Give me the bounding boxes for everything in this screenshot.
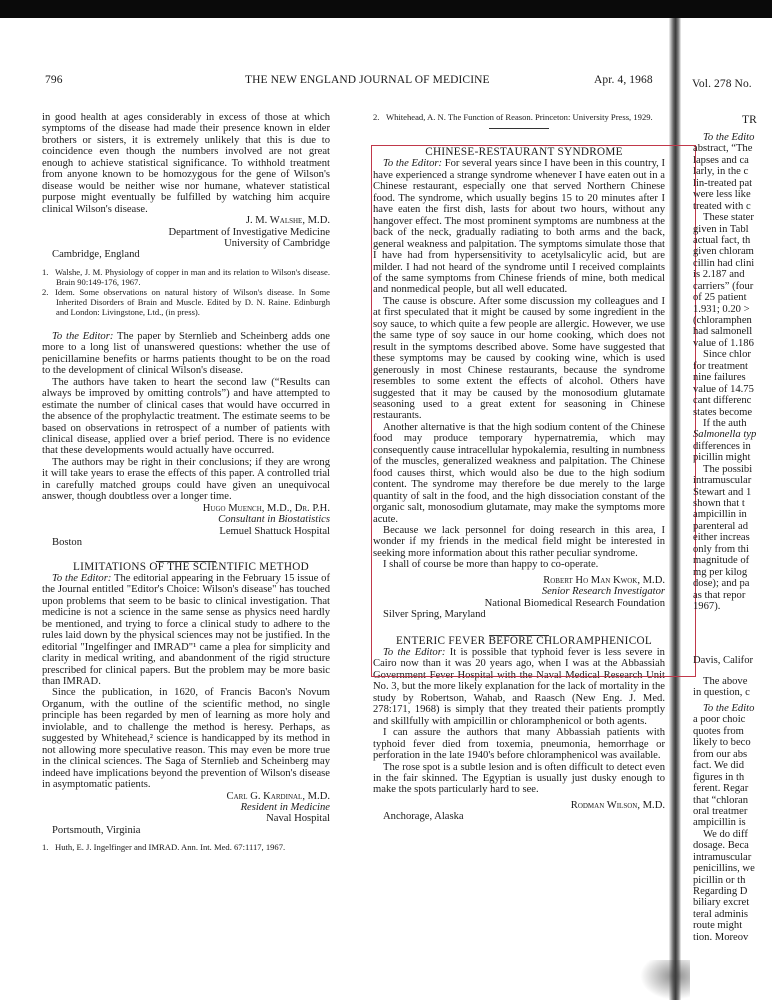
next-page-text-line: We do diff	[703, 828, 748, 840]
reference-item: 2. Idem. Some observations on natural history of Wilson's disease. In Some Inherited Disorders of Brain and Muscle. Edited by D. N. Raine. Edinburgh and London: Livingstone, Ltd., (in press).	[42, 286, 330, 317]
next-page-text-line: fact. We did	[693, 760, 745, 772]
next-page-text-line: either increas	[693, 532, 750, 544]
next-page-text-line: given chloram	[693, 246, 754, 258]
next-page-text-line: picillin might	[693, 452, 751, 464]
next-page-column-block1	[693, 132, 772, 612]
next-page-text-line: ampicillin is	[693, 817, 746, 829]
next-page-text-line: value of 1.186	[693, 337, 754, 349]
next-page-text-line: dosage. Beca	[693, 840, 749, 852]
letter-paragraph: To the Editor: For several years since I have been in this country, I have experienced a strange syndrome whenever I have eaten out in a Chinese restaurant, especially one that served Northern Chinese food. The syndrome, which usually begins 15 to 20 minutes after I have eaten the first dish, lasts for about two hours, without any hangover effect. The most prominent symptoms are numbness at the back of the neck, gradually radiating to both arms and the back, general weakness and palpitation. The symptoms simulate those that I have had from hypersensitivity to acetylsalicylic acid, but are milder. I had not heard of the syndrome until I received complaints of the same symptoms from Chinese friends of mine, both medical and nonmedical people, but all well educated.	[373, 158, 666, 296]
next-page-text-line: intramuscular	[693, 475, 752, 487]
next-page-text-line: treated with c	[693, 200, 751, 212]
next-page-text-line: that “chloran	[693, 794, 749, 806]
next-page-text-line: To the Edito	[703, 132, 755, 143]
gutter-shadow	[640, 960, 690, 1000]
reference-list	[42, 842, 330, 852]
next-page-text-line: from our abs	[693, 748, 748, 760]
signature-name: Robert Ho Man Kwok, M.D.	[543, 574, 665, 586]
letter-paragraph: To the Editor: It is possible that typhoid fever is less severe in Cairo now than it was 20 years ago, when I was at the Abbassiah Government Fever Hospital with the Naval Medical Research Unit No. 3, but the more likely explanation for the lack of mortality in the study by Robertson, Wahab, and Raasch (New Eng. J. Med. 278:171, 1968) is simply that they treated their patients promptly and skillfully with ampicillin or chloramphenicol or both agents.	[373, 647, 665, 727]
next-page-header: Vol. 278 No.	[692, 78, 752, 90]
letter-paragraph: To the Editor: The paper by Sternlieb and Scheinberg adds one more to a long list of unanswered questions: whether the use of penicillamine benefits or harms patients thought to be on the road to the development of clinical Wilson's disease.	[42, 330, 330, 377]
reference-list	[42, 267, 330, 317]
signature-institution: Naval Hospital	[266, 813, 330, 825]
next-page-text-line: dose); and pa	[693, 578, 750, 590]
scan-top-edge	[0, 0, 772, 18]
signature-title: Resident in Medicine	[240, 802, 330, 814]
signature-institution: University of Cambridge	[224, 237, 330, 249]
next-page-text-line: nine failures	[693, 372, 746, 384]
next-page-text-line: figures in th	[693, 771, 745, 783]
next-page-text-line: shown that t	[693, 498, 745, 509]
next-page-column-block2	[693, 676, 772, 699]
signature-place: Portsmouth, Virginia	[52, 824, 141, 836]
next-page-text-line: teral adminis	[693, 908, 749, 920]
next-page-text-line: Regarding D	[693, 886, 748, 897]
next-page-text-line: a poor choic	[693, 714, 746, 726]
next-page-text-line: likely to beco	[693, 737, 751, 749]
letter-title: ENTERIC FEVER BEFORE CHLORAMPHENICOL	[395, 634, 652, 647]
next-page-text-line: mg per kilog	[693, 566, 748, 578]
next-page-text-line: parenteral ad	[693, 520, 748, 532]
next-page-text-line: cant differenc	[693, 395, 752, 407]
signature-title: Senior Research Investigator	[541, 586, 665, 598]
next-page-text-line: cillin had clini	[693, 257, 755, 269]
signature-place: Cambridge, England	[52, 249, 140, 261]
reference-item: 1. Huth, E. J. Ingelfinger and IMRAD. Ann. Int. Med. 67:1117, 1967.	[42, 842, 286, 853]
signature-institution: Lemuel Shattuck Hospital	[219, 525, 330, 537]
next-page-text-line: biliary excret	[693, 897, 750, 909]
next-page-text-line: 1967).	[693, 600, 721, 612]
next-page-text-line: were less like	[693, 189, 751, 201]
letter1-tail-text: in good health at ages considerably in excess of those at which symptoms of the disease had made their presence known in elder brothers or sisters, it is extremely unlikely that this is due to coincidence even though the numbers involved are not great enough to achieve statistical significance. To withhold treatment from anyone known to be homozygous for the gene of Wilson's disease would be neither wise nor humane, whatever statistical purpose might eventually be fulfilled by watching him acquire clinical Wilson's disease.	[42, 112, 330, 215]
signature-department: Department of Investigative Medicine	[168, 226, 330, 238]
reference-item: 2. Whitehead, A. N. The Function of Reason. Princeton: University Press, 1929.	[373, 112, 653, 122]
left-column	[42, 112, 330, 858]
next-page-text-line: is 2.187 and	[693, 269, 745, 281]
letter-paragraph: The authors have taken to heart the second law (“Results can always be improved by omitting controls”) and have attempted to estimate the number of clinical cases that would have occurred in the absence of the prophylactic treatment. The estimate seems to be based on observations in retrospect of a number of patients with clinical disease, applied over a brief period. There is no evidence that these developments would actually have occurred.	[42, 376, 330, 457]
signature-institution: National Biomedical Research Foundation	[484, 597, 665, 609]
next-page-text-line: These stater	[703, 212, 754, 224]
section-divider	[489, 128, 549, 129]
next-page-text-line: only from thi	[693, 543, 749, 555]
next-page-place: Davis, Califor	[693, 655, 754, 666]
next-page-text-line: picillin or th	[693, 874, 746, 886]
next-page-text-line: tion. Moreov	[693, 931, 749, 943]
next-page-text-line: for treatment	[693, 360, 749, 372]
reference-list	[373, 112, 665, 122]
letter-paragraph: To the Editor: The editorial appearing in the February 15 issue of the Journal entitled "Editor's Choice: Wilson's disease" has touched upon problems that seem to be basic to clinical investigation. That medicine is not a science in the same sense as physics need hardly be mentioned, and trying to force a clinical study to adhere to the rules laid down by the physical sciences may not be justified. In the editorial "Ingelfinger and IMRAD"¹ came a plea for simplicity and clarity in medical writing, and abandonment of the rigid structure prescribed for clinical papers. But the problem may be more basic than IMRAD.	[42, 572, 330, 688]
signature-name: J. M. Walshe, M.D.	[245, 215, 330, 227]
letter-title: LIMITATIONS OF THE SCIENTIFIC METHOD	[73, 560, 309, 573]
next-page-text-line: larly, in the c	[693, 166, 749, 178]
next-page-text-line: Since chlor	[703, 349, 751, 361]
next-page-text-line: as that repor	[693, 589, 746, 601]
salutation: To the Editor:	[52, 330, 114, 342]
next-page-text-line: had salmonell	[693, 326, 753, 338]
letter-paragraph: I can assure the authors that many Abbassiah patients with typhoid fever died from toxemia, pneumonia, hemorrhage or perforation in the late 1940's before chloramphenicol was available.	[373, 727, 665, 762]
next-page-text-line: lapses and ca	[693, 154, 749, 166]
signature-name: Carl G. Kardinal, M.D.	[226, 790, 330, 802]
next-page-text-line: actual fact, th	[693, 234, 751, 246]
journal-title: THE NEW ENGLAND JOURNAL OF MEDICINE	[245, 74, 490, 86]
next-page-text-line: The above	[703, 676, 748, 687]
next-page-text-line: intramuscular	[693, 851, 752, 863]
letter-title: CHINESE-RESTAURANT SYNDROME	[425, 146, 623, 158]
letter-paragraph: I shall of course be more than happy to co-operate.	[383, 559, 599, 571]
letter-paragraph: Because we lack personnel for doing research in this area, I wonder if my friends in the medical field might be interested in seeking more information about this rather peculiar syndrome.	[373, 524, 665, 559]
signature-name: Hugo Muench, M.D., Dr. P.H.	[202, 502, 330, 514]
next-page-text-line: 1.931; 0.20 >	[693, 303, 750, 315]
letter-paragraph: The cause is obscure. After some discussion my colleagues and I at first speculated that it might be caused by some ingredient in the soy sauce, to which quite a few people are allergic. However, we use the same type of soy sauce in our home cooking, which does not result in the symptoms described above. Some have suggested that these symptoms may be caused by cooking wine, which is used generously in most Chinese restaurants, because the syndrome resembles to some extent the effects of alcohol. Others have suggested that it may be caused by the monosodium glutamate seasoning used to a great extent for seasoning in Chinese restaurants.	[373, 295, 665, 422]
letter-paragraph: Another alternative is that the high sodium content of the Chinese food may produce temporary hypernatremia, which may consequently cause intracellular hypokalemia, resulting in numbness of the muscles, generalized weakness and palpitation. The Chinese food causes thirst, which would also be due to the high sodium content. The syndrome may therefore be due merely to the large quantity of salt in the food, and the high dissociation constant of the organic salt, monosodium glutamate, may make the symptoms more acute.	[373, 421, 665, 525]
issue-date: Apr. 4, 1968	[594, 74, 653, 86]
signature-place: Silver Spring, Maryland	[383, 609, 486, 621]
next-page-text-line: ampicillin in	[693, 509, 747, 521]
signature-place: Anchorage, Alaska	[383, 811, 464, 823]
next-page-text-line: lin-treated pat	[693, 177, 753, 189]
letter-paragraph: The rose spot is a subtle lesion and is often difficult to detect even in the fair skinned. The Egyptian is usually just dusky enough to make the spots particularly hard to see.	[373, 761, 665, 796]
signature-name: Rodman Wilson, M.D.	[570, 799, 665, 811]
next-page-title-fragment: TR	[742, 114, 757, 126]
letter-paragraph: The authors may be right in their conclusions; if they are wrong it will take years to erase the effects of this paper. A controlled trial in carefully matched groups could have given an unequivocal answer, though doubtless over a longer time.	[42, 456, 330, 503]
next-page-text-line: (chloramphen	[693, 315, 752, 326]
next-page-text-line: penicillins, we	[693, 863, 755, 875]
reference-item: 1. Walshe, J. M. Physiology of copper in man and its relation to Wilson's disease. Brain 90:149-176, 1967.	[42, 266, 330, 287]
next-page-text-line: magnitude of	[693, 555, 750, 567]
letter-paragraph: Since the publication, in 1620, of Francis Bacon's Novum Organum, with the outline of the scientific method, no single principle has been regarded by men of learning as more holy and inviolable, and to challenge the method is heresy. Perhaps, as suggested by Whitehead,² science is handicapped by its method in not allowing more speculative reason. This may even be more true in the clinical sciences. The Saga of Sternlieb and Scheinberg may indeed have implications beyond the prevention of Wilson's disease in asymptomatic patients.	[42, 687, 330, 791]
next-page-text-line: carriers” (four	[693, 280, 754, 292]
salutation: To the Editor:	[52, 572, 112, 584]
next-page-text-line: If the auth	[703, 417, 747, 429]
next-page-text-line: route might	[693, 920, 743, 932]
signature-place: Boston	[52, 537, 83, 549]
next-page-text-line: Stewart and 1	[693, 486, 752, 498]
next-page-text-line: differences in	[693, 440, 751, 452]
next-page-text-line: states become	[693, 406, 753, 418]
next-page-text-line: Salmonella typ	[693, 429, 757, 441]
next-page-text-line: abstract, “The	[693, 143, 753, 155]
salutation: To the Editor:	[383, 647, 446, 659]
next-page-text-line: quotes from	[693, 725, 744, 737]
next-page-text-line: given in Tabl	[693, 223, 749, 235]
next-page-text-line: To the Edito	[703, 703, 755, 714]
next-page-column-block3	[693, 703, 772, 943]
page-number: 796	[45, 74, 63, 86]
next-page-text-line: value of 14.75	[693, 383, 754, 395]
next-page-text-line: oral treatmer	[693, 805, 748, 817]
signature-title: Consultant in Biostatistics	[218, 514, 330, 526]
salutation: To the Editor:	[383, 158, 443, 170]
next-page-text-line: in question, c	[693, 687, 750, 699]
next-page-text-line: ferent. Regar	[693, 783, 749, 795]
next-page-text-line: of 25 patient	[693, 292, 747, 304]
next-page-text-line: The possibi	[703, 463, 753, 475]
highlight-box-chinese-restaurant-syndrome	[371, 145, 696, 677]
